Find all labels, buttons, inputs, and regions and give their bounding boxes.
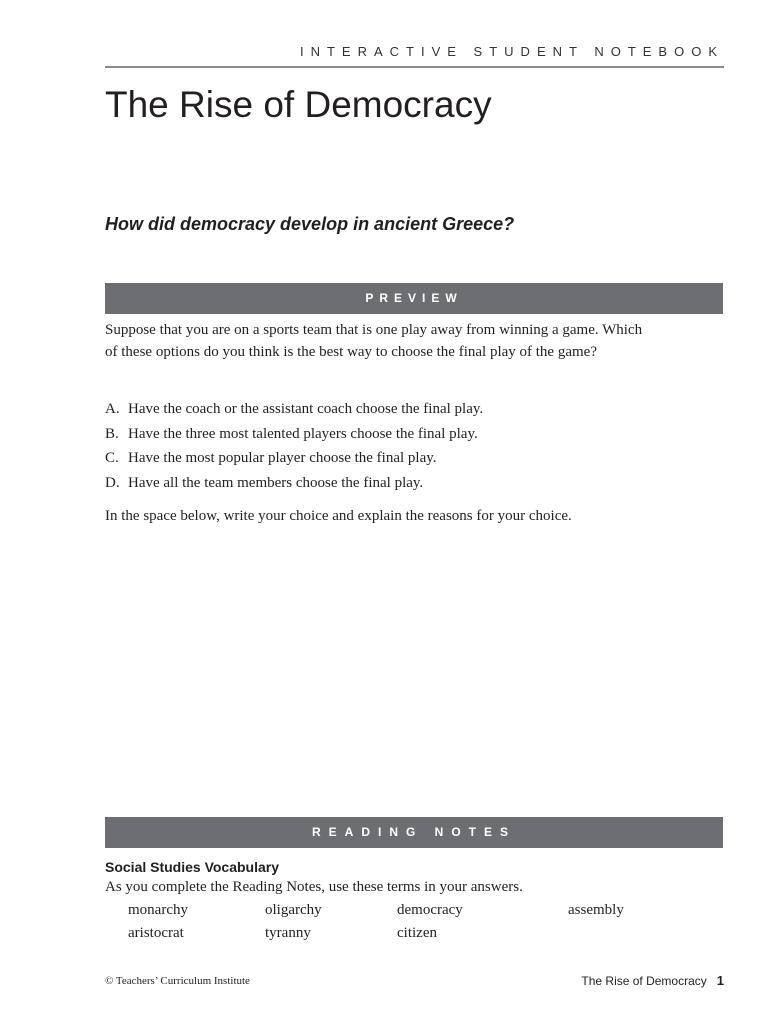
vocab-term: aristocrat bbox=[128, 925, 184, 941]
essential-question: How did democracy develop in ancient Greece? bbox=[105, 214, 515, 234]
option-text: Have the three most talented players choose the final play. bbox=[128, 425, 478, 442]
vocab-term: oligarchy bbox=[265, 902, 322, 918]
option-letter: B. bbox=[105, 425, 119, 442]
footer-copyright: © Teachers’ Curriculum Institute bbox=[105, 975, 250, 987]
vocab-term: citizen bbox=[397, 925, 437, 941]
notebook-header-label: INTERACTIVE STUDENT NOTEBOOK bbox=[299, 44, 724, 59]
preview-prompt: Suppose that you are on a sports team that is one play away from winning a game. Which of these options do you think is the best way to choose the final play of the game? bbox=[105, 322, 643, 360]
option-text: Have all the team members choose the final play. bbox=[128, 475, 424, 492]
vocab-term: monarchy bbox=[128, 902, 188, 918]
preview-options-list bbox=[105, 397, 483, 496]
option-item bbox=[105, 471, 483, 496]
footer-running-title: The Rise of Democracy bbox=[581, 974, 707, 988]
option-item bbox=[105, 397, 483, 422]
page-number: 1 bbox=[716, 973, 724, 988]
vocabulary-intro: As you complete the Reading Notes, use these terms in your answers. bbox=[105, 879, 523, 895]
vocab-term: tyranny bbox=[265, 925, 311, 941]
vocabulary-heading: Social Studies Vocabulary bbox=[105, 859, 280, 875]
option-text: Have the coach or the assistant coach choose the final play. bbox=[128, 401, 484, 417]
option-item bbox=[105, 446, 483, 471]
vocab-term: assembly bbox=[568, 902, 624, 918]
reading-notes-section-band: READING NOTES bbox=[105, 817, 723, 848]
preview-section-band: PREVIEW bbox=[105, 283, 723, 314]
vocab-term: democracy bbox=[397, 902, 463, 918]
option-text: Have the most popular player choose the final play. bbox=[128, 450, 437, 467]
option-letter: D. bbox=[105, 475, 120, 492]
footer-running-head bbox=[581, 973, 724, 988]
page-title: The Rise of Democracy bbox=[105, 84, 492, 125]
preview-instruction: In the space below, write your choice and explain the reasons for your choice. bbox=[105, 508, 572, 524]
option-item bbox=[105, 422, 483, 447]
header-divider bbox=[105, 66, 724, 68]
option-letter: C. bbox=[105, 450, 119, 467]
option-letter: A. bbox=[105, 401, 120, 417]
